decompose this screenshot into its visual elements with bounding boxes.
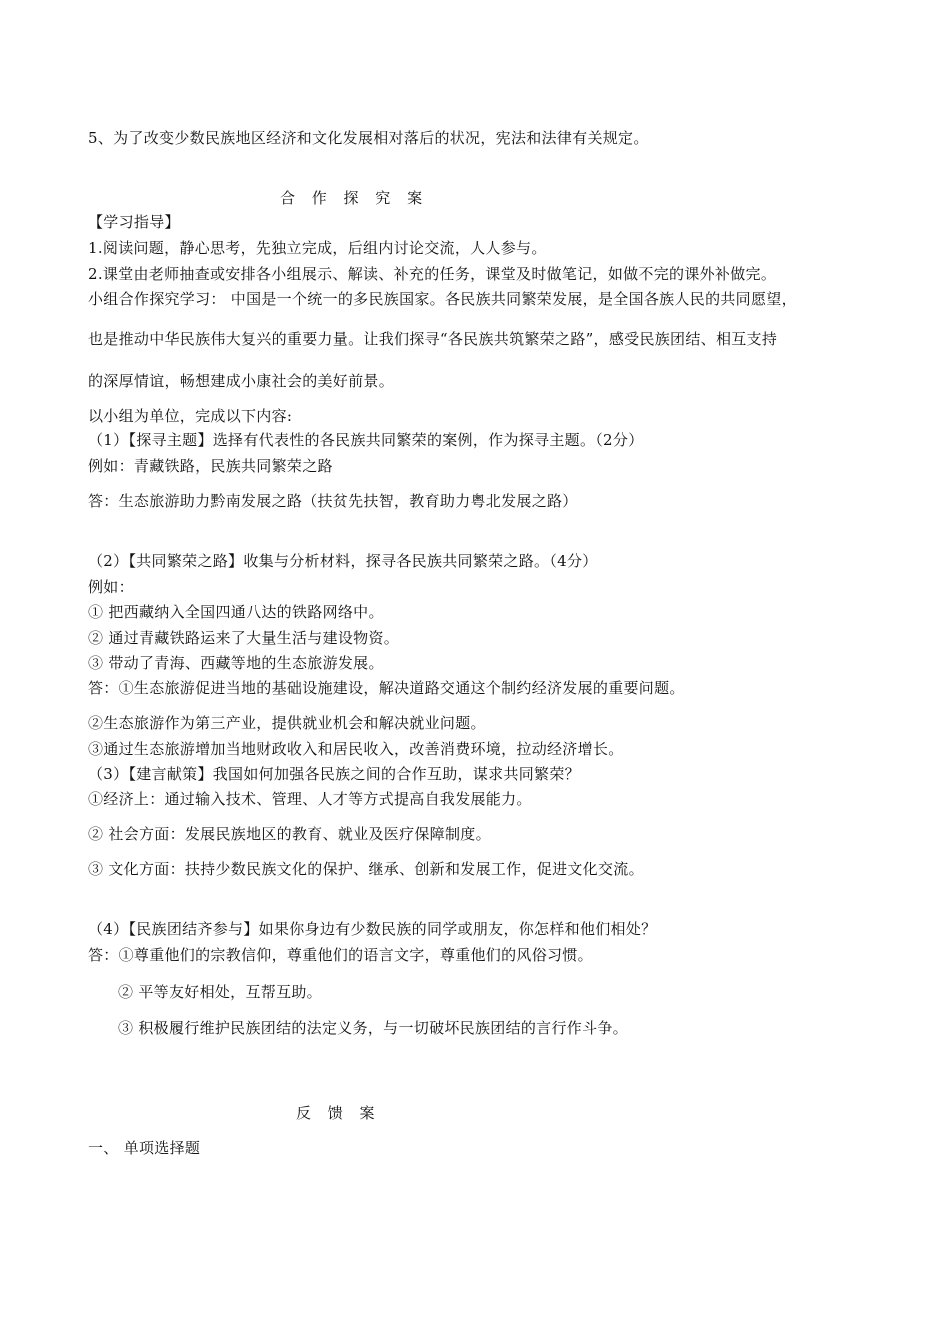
question-4-answer-2: ② 平等友好相处，互帮互助。 (118, 983, 322, 1001)
question-1-answer: 答：生态旅游助力黔南发展之路（扶贫先扶智，教育助力粤北发展之路） (88, 492, 578, 510)
question-2-answer-1: 答：①生态旅游促进当地的基础设施建设，解决道路交通这个制约经济发展的重要问题。 (88, 679, 685, 697)
intro-paragraph-line-1: 小组合作探究学习： 中国是一个统一的多民族国家。各民族共同繁荣发展，是全国各族人民的共同愿望， (88, 290, 797, 308)
guide-heading: 【学习指导】 (88, 213, 180, 231)
intro-paragraph-line-2: 也是推动中华民族伟大复兴的重要力量。让我们探寻“各民族共筑繁荣之路”，感受民族团结、相互支持 (88, 330, 778, 348)
question-3: （3）【建言献策】我国如何加强各民族之间的合作互助，谋求共同繁荣？ (88, 765, 580, 783)
question-3-answer-3: ③ 文化方面：扶持少数民族文化的保护、继承、创新和发展工作，促进文化交流。 (88, 860, 644, 878)
task-intro: 以小组为单位，完成以下内容: (88, 407, 293, 425)
intro-item-5: 5、为了改变少数民族地区经济和文化发展相对落后的状况，宪法和法律有关规定。 (88, 129, 649, 147)
guide-item-1: 1.阅读问题，静心思考，先独立完成，后组内讨论交流，人人参与。 (88, 239, 547, 257)
feedback-section-1: 一、 单项选择题 (88, 1139, 201, 1157)
question-1-example: 例如：青藏铁路，民族共同繁荣之路 (88, 457, 333, 475)
feedback-title: 反 馈 案 (296, 1104, 381, 1122)
question-4-answer-3: ③ 积极履行维护民族团结的法定义务，与一切破坏民族团结的言行作斗争。 (118, 1019, 628, 1037)
question-4-answer-1: 答：①尊重他们的宗教信仰，尊重他们的语言文字，尊重他们的风俗习惯。 (88, 946, 593, 964)
question-2-answer-3: ③通过生态旅游增加当地财政收入和居民收入，改善消费环境，拉动经济增长。 (88, 740, 624, 758)
question-2-example-label: 例如： (88, 578, 134, 596)
question-2-example-2: ② 通过青藏铁路运来了大量生活与建设物资。 (88, 629, 400, 647)
question-1: （1）【探寻主题】选择有代表性的各民族共同繁荣的案例，作为探寻主题。（2分） (88, 431, 644, 449)
guide-item-2: 2.课堂由老师抽查或安排各小组展示、解读、补充的任务，课堂及时做笔记，如做不完的课外补做完。 (88, 265, 777, 283)
cooperation-title: 合 作 探 究 案 (280, 189, 429, 207)
question-2-answer-2: ②生态旅游作为第三产业，提供就业机会和解决就业问题。 (88, 714, 486, 732)
intro-paragraph-line-3: 的深厚情谊，畅想建成小康社会的美好前景。 (88, 372, 395, 390)
question-3-answer-1: ①经济上：通过输入技术、管理、人才等方式提高自我发展能力。 (88, 790, 532, 808)
question-3-answer-2: ② 社会方面：发展民族地区的教育、就业及医疗保障制度。 (88, 825, 491, 843)
question-2-example-3: ③ 带动了青海、西藏等地的生态旅游发展。 (88, 654, 384, 672)
question-2: （2）【共同繁荣之路】收集与分析材料，探寻各民族共同繁荣之路。（4分） (88, 552, 598, 570)
question-2-example-1: ① 把西藏纳入全国四通八达的铁路网络中。 (88, 603, 384, 621)
question-4: （4）【民族团结齐参与】如果你身边有少数民族的同学或朋友，你怎样和他们相处？ (88, 920, 657, 938)
